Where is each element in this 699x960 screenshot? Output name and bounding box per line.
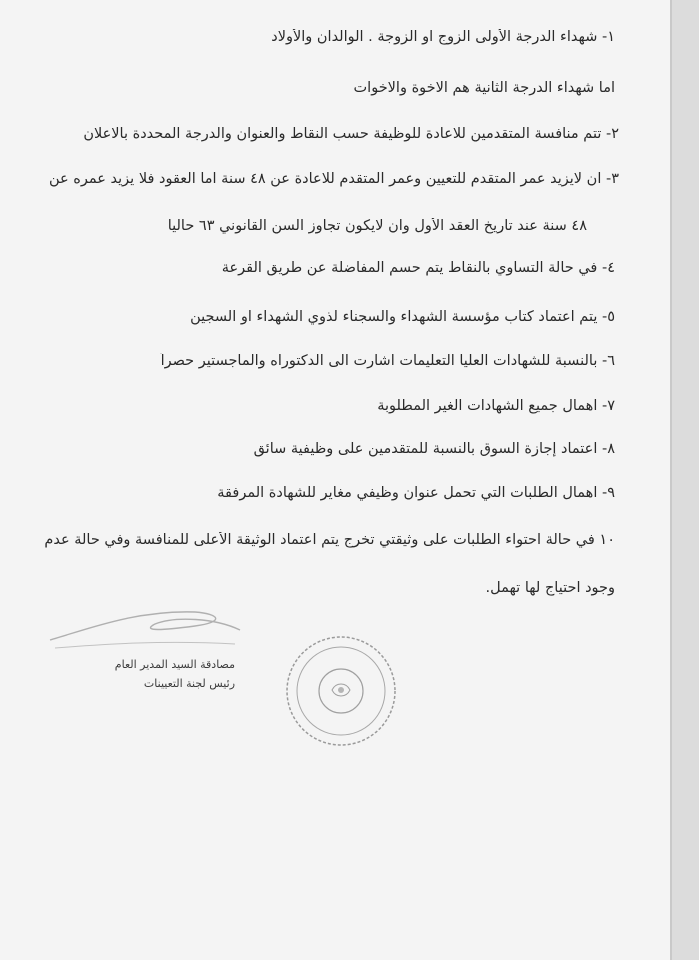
signature-line-1: مصادقة السيد المدير العام [114,658,235,671]
doc-line-7: ٥- يتم اعتماد كتاب مؤسسة الشهداء والسجناء لذوي الشهداء او السجين [190,309,615,325]
doc-line-3: ٢- تتم منافسة المتقدمين للاعادة للوظيفة حسب النقاط والعنوان والدرجة المحددة بالاعلان [83,126,619,142]
signature-block [55,658,235,690]
doc-line-4: ٣- ان لايزيد عمر المتقدم للتعيين وعمر المتقدم للاعادة عن ٤٨ سنة اما العقود فلا يزيد عمره عن [48,171,619,187]
doc-line-6: ٤- في حالة التساوي بالنقاط يتم حسم المفاضلة عن طريق القرعة [221,260,615,276]
doc-line-5: ٤٨ سنة عند تاريخ العقد الأول وان لايكون تجاوز السن القانوني ٦٣ حاليا [167,218,587,234]
right-margin [672,0,699,960]
official-stamp [282,632,400,750]
doc-line-2: اما شهداء الدرجة الثانية هم الاخوة والاخوات [353,80,615,96]
doc-line-13: وجود احتياج لها تهمل. [485,580,615,596]
doc-line-11: ٩- اهمال الطلبات التي تحمل عنوان وظيفي مغاير للشهادة المرفقة [217,485,615,501]
signature-scribble [45,600,245,660]
doc-line-1: ١- شهداء الدرجة الأولى الزوج او الزوجة . الوالدان والأولاد [271,29,615,45]
doc-line-12: ١٠ في حالة احتواء الطلبات على وثيقتي تخرج يتم اعتماد الوثيقة الأعلى للمنافسة وفي حالة عدم [44,532,615,548]
signature-line-2: رئيس لجنة التعيينات [143,677,235,690]
doc-line-8: ٦- بالنسبة للشهادات العليا التعليمات اشارت الى الدكتوراه والماجستير حصراً [160,353,615,369]
doc-line-9: ٧- اهمال جميع الشهادات الغير المطلوبة [377,398,615,414]
doc-line-10: ٨- اعتماد إجازة السوق بالنسبة للمتقدمين على وظيفية سائق [253,441,615,457]
